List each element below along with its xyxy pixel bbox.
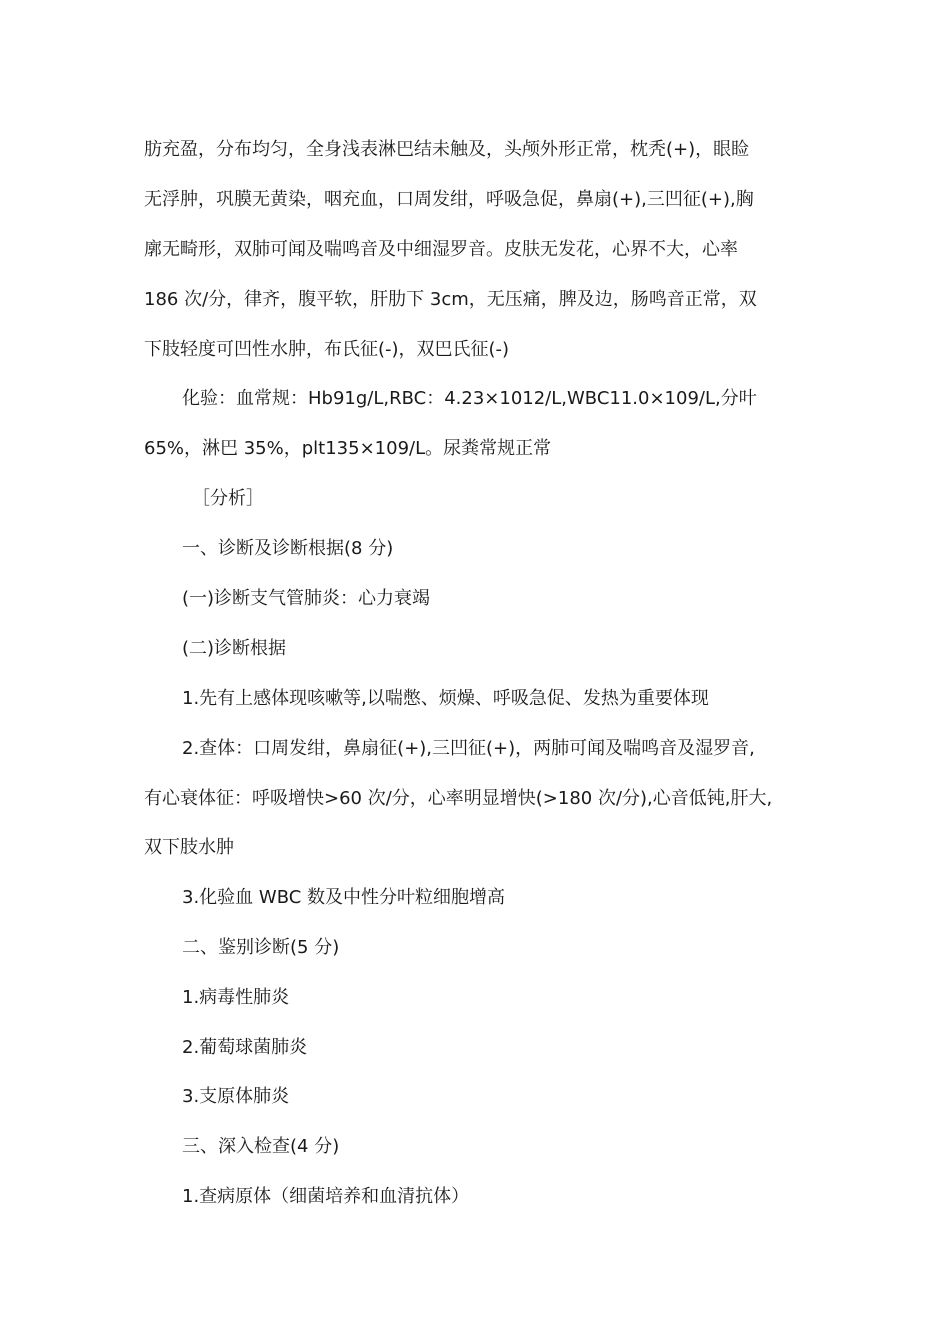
subsection-heading: (二)诊断根据 (182, 638, 287, 659)
text-line: 肪充盈，分布均匀，全身浅表淋巴结未触及，头颅外形正常，枕秃(+)，眼睑 (144, 139, 750, 160)
list-item: 1.病毒性肺炎 (182, 987, 290, 1008)
subsection-heading: (一)诊断支气管肺炎：心力衰竭 (182, 588, 431, 609)
list-item: 3.化验血 WBC 数及中性分叶粒细胞增高 (182, 887, 506, 908)
section-heading: 三、深入检查(4 分) (182, 1136, 340, 1157)
text-line: 186 次/分，律齐，腹平软，肝肋下 3cm，无压痛，脾及边，肠鸣音正常，双 (144, 289, 757, 310)
list-item: 1.查病原体（细菌培养和血清抗体） (182, 1186, 470, 1207)
text-line: 有心衰体征：呼吸增快>60 次/分，心率明显增快(>180 次/分),心音低钝,肝大, (144, 788, 773, 809)
list-item: 3.支原体肺炎 (182, 1086, 290, 1107)
text-line: 廓无畸形，双肺可闻及喘鸣音及中细湿罗音。皮肤无发花，心界不大，心率 (144, 239, 738, 260)
text-line: 下肢轻度可凹性水肿，布氏征(-)，双巴氏征(-) (144, 339, 510, 360)
section-heading: 一、诊断及诊断根据(8 分) (182, 538, 394, 559)
section-heading: 二、鉴别诊断(5 分) (182, 937, 340, 958)
list-item: 1.先有上感体现咳嗽等,以喘憋、烦燥、呼吸急促、发热为重要体现 (182, 688, 709, 709)
text-line: 65%，淋巴 35%，plt135×109/L。尿粪常规正常 (144, 438, 552, 459)
list-item: 2.查体：口周发绀，鼻扇征(+),三凹征(+)，两肺可闻及喘鸣音及湿罗音, (182, 738, 755, 759)
lab-results-line: 化验：血常规：Hb91g/L,RBC：4.23×1012/L,WBC11.0×109/L,分叶 (182, 388, 757, 409)
text-line: 无浮肿，巩膜无黄染，咽充血，口周发绀，呼吸急促，鼻扇(+),三凹征(+),胸 (144, 189, 754, 210)
text-line: 双下肢水肿 (144, 837, 234, 858)
list-item: 2.葡萄球菌肺炎 (182, 1037, 308, 1058)
analysis-heading: ［分析］ (192, 488, 264, 509)
